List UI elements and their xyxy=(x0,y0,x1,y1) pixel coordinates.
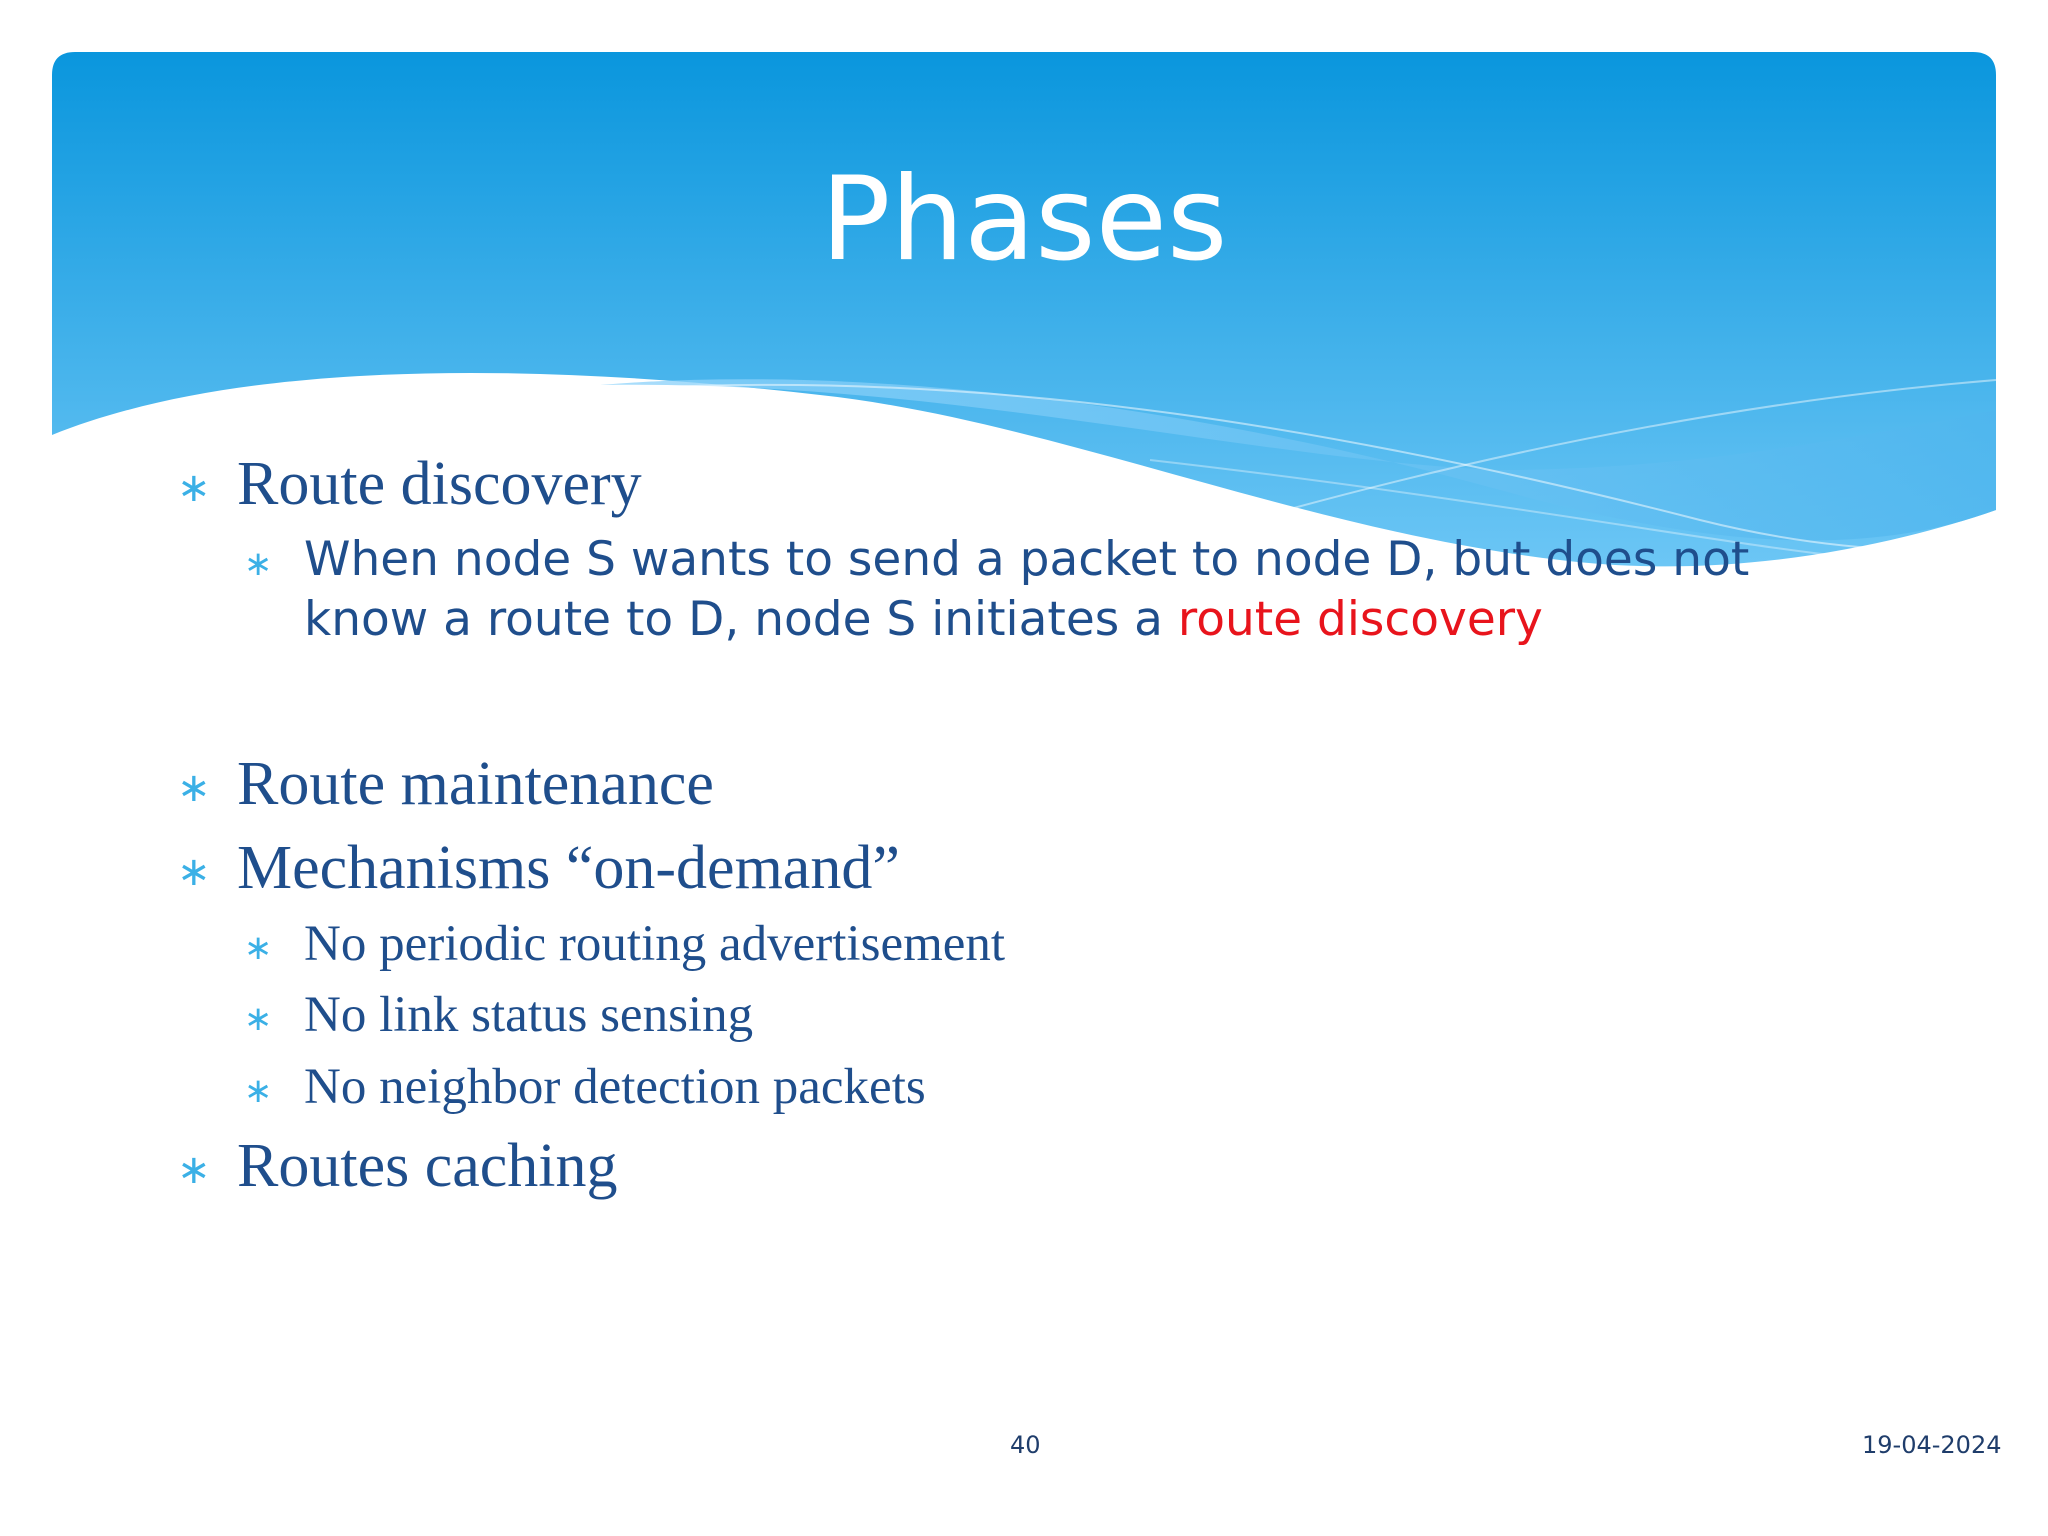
bullet-mechanisms xyxy=(177,832,900,904)
bullet-mech-link-status xyxy=(244,985,754,1045)
slide-title: Phases xyxy=(820,152,1228,287)
bullet-text: No link status sensing xyxy=(304,987,754,1043)
bullet-route-maintenance xyxy=(177,748,714,820)
slide-date: 19-04-2024 xyxy=(1862,1431,2002,1459)
bullet-routes-caching xyxy=(177,1130,618,1202)
bullet-mech-periodic xyxy=(244,914,1006,974)
bullet-asterisk-icon: ∗ xyxy=(177,765,211,811)
bullet-text: Mechanisms “on-demand” xyxy=(237,834,900,902)
page-number: 40 xyxy=(1010,1431,1041,1459)
bullet-route-discovery-detail xyxy=(244,530,1824,650)
bullet-asterisk-icon: ∗ xyxy=(244,999,273,1039)
bullet-route-discovery xyxy=(177,448,642,520)
bullet-text: Route discovery xyxy=(237,450,642,518)
bullet-asterisk-icon: ∗ xyxy=(244,544,273,584)
bullet-text: No periodic routing advertisement xyxy=(304,916,1006,972)
bullet-mech-neighbor xyxy=(244,1057,926,1117)
highlight-route-discovery: route discovery xyxy=(1177,592,1543,647)
bullet-asterisk-icon: ∗ xyxy=(244,928,273,968)
bullet-text: Routes caching xyxy=(237,1132,618,1200)
bullet-asterisk-icon: ∗ xyxy=(177,465,211,511)
bullet-asterisk-icon: ∗ xyxy=(177,849,211,895)
bullet-asterisk-icon: ∗ xyxy=(244,1071,273,1111)
bullet-asterisk-icon: ∗ xyxy=(177,1147,211,1193)
bullet-text: No neighbor detection packets xyxy=(304,1059,926,1115)
bullet-text: When node S wants to send a packet to node D, but does not know a route to D, node S initiates a xyxy=(304,532,1750,647)
bullet-text: Route maintenance xyxy=(237,750,714,818)
